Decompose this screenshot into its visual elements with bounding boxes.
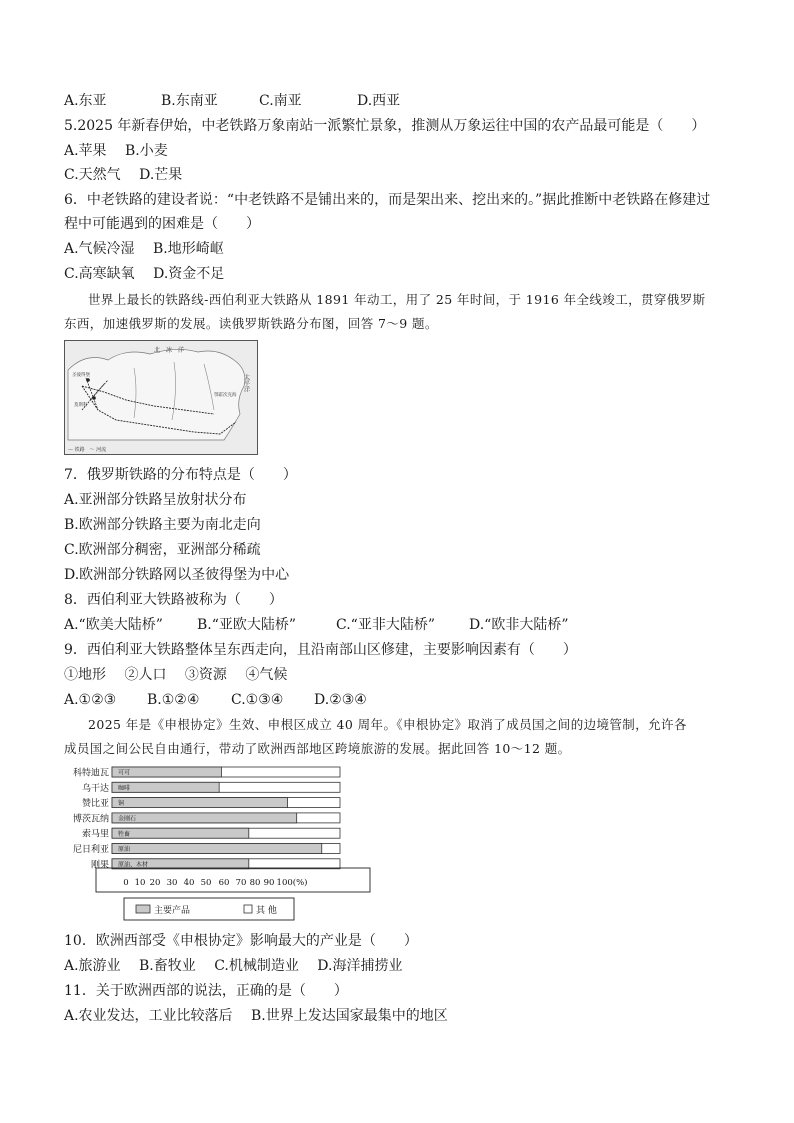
chart-x-tick-label: 60 xyxy=(218,878,230,888)
q8-options xyxy=(64,616,569,634)
export-products-chart xyxy=(64,764,374,924)
q9-option-a: A.①②③ xyxy=(64,692,117,708)
q8-option-d: D.“欧非大陆桥” xyxy=(469,617,569,633)
q8-option-a: A.“欧美大陆桥” xyxy=(64,617,163,633)
map-label-city2: 莫斯科 xyxy=(74,403,88,408)
chart-category-label: 刚果 xyxy=(90,860,109,871)
q9-option-c: C.①③④ xyxy=(231,692,284,708)
q6-stem-line1: 6．中老铁路的建设者说：“中老铁路不是铺出来的，而是架出来、挖出来的。”据此推断中老铁路在修建过 xyxy=(64,192,711,208)
intro-7-9-line1: 世界上最长的铁路线-西伯利亚大铁路从 1891 年动工，用了 25 年时间，于 1916 年全线竣工，贯穿俄罗斯 xyxy=(88,292,706,307)
chart-legend-label-other: 其 他 xyxy=(256,906,277,916)
chart-category-label: 乌干达 xyxy=(81,783,109,794)
q6-stem-line2: 程中可能遇到的困难是（ ） xyxy=(64,216,260,232)
q5-stem: 5.2025 年新春伊始，中老铁路万象南站一派繁忙景象，推测从万象运往中国的农产品最可能是（ ） xyxy=(64,118,706,134)
chart-product-label: 牲畜 xyxy=(118,830,131,838)
map-legend: — 铁路 ～ 河流 xyxy=(68,447,107,453)
q9-option-b: B.①②④ xyxy=(147,692,200,708)
map-label-city1: 圣彼得堡 xyxy=(72,373,90,378)
q9-factors: ①地形 ②人口 ③资源 ④气候 xyxy=(64,667,288,683)
chart-x-tick-label: 20 xyxy=(149,878,161,888)
q8-stem: 8．西伯利亚大铁路被称为（ ） xyxy=(64,592,283,608)
q7-stem: 7．俄罗斯铁路的分布特点是（ ） xyxy=(64,467,297,483)
q6-options-row2: C.高寒缺氧 D.资金不足 xyxy=(64,266,225,282)
map-label-ocean-east: 太平洋 xyxy=(242,374,250,392)
chart-product-label: 金刚石 xyxy=(118,815,137,823)
chart-product-label: 原油、木材 xyxy=(118,861,149,869)
chart-product-label: 咖啡 xyxy=(118,784,131,792)
q7-option-d: D.欧洲部分铁路网以圣彼得堡为中心 xyxy=(64,567,290,583)
q8-option-b: B.“亚欧大陆桥” xyxy=(197,617,297,633)
chart-product-label: 铜 xyxy=(118,800,125,808)
chart-x-tick-label: 80 xyxy=(249,878,261,888)
chart-category-label: 尼日利亚 xyxy=(72,845,109,855)
q9-option-d: D.②③④ xyxy=(314,692,367,708)
chart-x-tick-label: 40 xyxy=(183,878,195,888)
q7-option-a: A.亚洲部分铁路呈放射状分布 xyxy=(64,492,247,508)
chart-x-tick-label: 30 xyxy=(166,878,178,888)
q9-options xyxy=(64,691,367,709)
chart-product-label: 可可 xyxy=(118,769,131,777)
chart-legend-swatch-other xyxy=(244,905,252,913)
q5-options-row2: C.天然气 D.芒果 xyxy=(64,167,183,183)
intro-10-12-line2: 成员国之间公民自由通行，带动了欧洲西部地区跨境旅游的发展。据此回答 10～12 题。 xyxy=(64,741,571,756)
intro-10-12-line1: 2025 年是《申根协定》生效、申根区成立 40 周年。《申根协定》取消了成员国之间的边境管制，允许各 xyxy=(88,717,687,732)
q9-stem: 9．西伯利亚大铁路整体呈东西走向，且沿南部山区修建，主要影响因素有（ ） xyxy=(64,642,577,658)
chart-bar-main-product xyxy=(112,844,322,854)
chart-bar-main-product xyxy=(112,813,297,823)
q8-option-c: C.“亚非大陆桥” xyxy=(336,617,435,633)
chart-bar-main-product xyxy=(112,828,249,838)
q7-option-c: C.欧洲部分稠密，亚洲部分稀疏 xyxy=(64,542,261,558)
chart-x-tick-label: 0 xyxy=(123,878,129,888)
chart-category-label: 博茨瓦纳 xyxy=(72,814,109,825)
q4-option-d: D.西亚 xyxy=(357,93,401,109)
russia-railway-map xyxy=(64,340,258,455)
chart-product-label: 原油 xyxy=(118,846,131,854)
q4-option-c: C.南亚 xyxy=(259,93,302,109)
map-label-sea: 鄂霍次克海 xyxy=(214,393,237,398)
map-label-ocean-north: 北 冰 洋 xyxy=(154,347,185,354)
q11-stem: 11．关于欧洲西部的说法，正确的是（ ） xyxy=(64,983,348,999)
q5-options-row1: A.苹果 B.小麦 xyxy=(64,143,168,159)
chart-x-tick-label: 70 xyxy=(235,878,247,888)
q10-stem: 10．欧洲西部受《申根协定》影响最大的产业是（ ） xyxy=(64,933,418,949)
q4-options xyxy=(64,92,400,110)
q10-options: A.旅游业 B.畜牧业 C.机械制造业 D.海洋捕捞业 xyxy=(64,958,403,974)
chart-category-label: 赞比亚 xyxy=(81,799,109,810)
q4-option-b: B.东南亚 xyxy=(161,93,218,109)
chart-x-tick-label: 90 xyxy=(263,878,275,888)
q11-options: A.农业发达，工业比较落后 B.世界上发达国家最集中的地区 xyxy=(64,1008,448,1024)
chart-category-label: 索马里 xyxy=(81,829,109,840)
chart-legend-swatch-main xyxy=(136,905,150,913)
chart-legend-label-main: 主要产品 xyxy=(154,906,191,916)
q7-option-b: B.欧洲部分铁路主要为南北走向 xyxy=(64,517,261,533)
q4-option-a: A.东亚 xyxy=(64,93,107,109)
chart-category-label: 科特迪瓦 xyxy=(72,768,109,779)
chart-x-tick-label: 100(%) xyxy=(276,878,308,888)
chart-bar-main-product xyxy=(112,798,288,808)
intro-7-9-line2: 东西，加速俄罗斯的发展。读俄罗斯铁路分布图，回答 7～9 题。 xyxy=(64,316,438,331)
chart-x-tick-label: 50 xyxy=(200,878,212,888)
q6-options-row1: A.气候冷湿 B.地形崎岖 xyxy=(64,241,224,257)
chart-x-tick-label: 10 xyxy=(134,878,146,888)
